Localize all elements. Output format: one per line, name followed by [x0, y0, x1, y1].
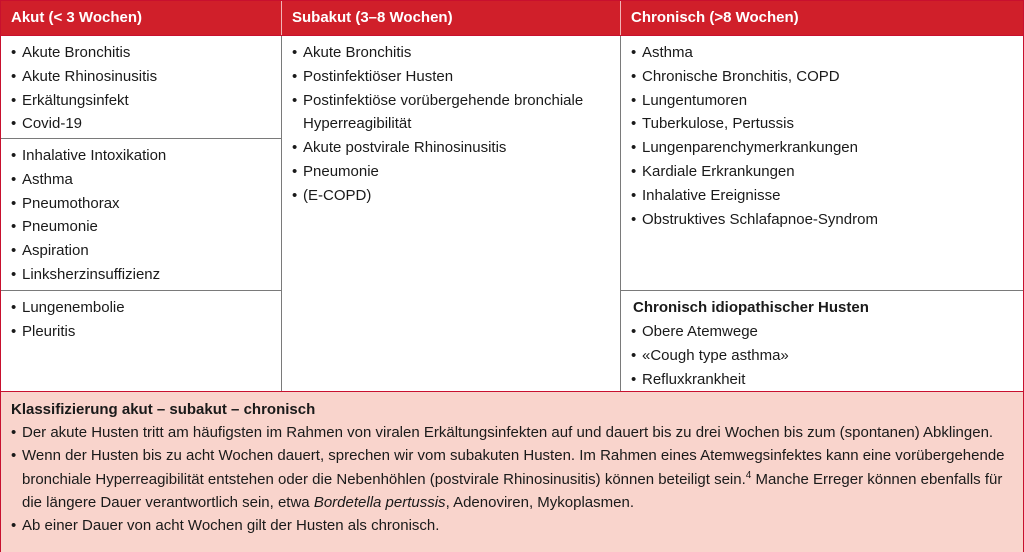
summary-title: Klassifizierung akut – subakut – chronisch [11, 401, 316, 418]
header-subacute: Subakut (3–8 Wochen) [281, 1, 620, 35]
summary-text: Manche Erreger können ebenfalls für die längere Dauer verantwortlich sein, etwa [22, 470, 1003, 511]
list-item: • Akute Bronchitis [11, 41, 275, 65]
idiopathic-title: Chronisch idiopathischer Husten [633, 299, 869, 316]
chronic-column [620, 36, 1023, 391]
acute-column [1, 36, 281, 391]
list-item: • Asthma [631, 41, 1017, 65]
list-item: • Lungentumoren [631, 89, 1017, 113]
summary-item-acute: • Der akute Husten tritt am häufigsten im Rahmen von viralen Erkältungsinfekten auf und dauert bis zu drei Wochen bis zum (spontanen) Abklingen. [11, 421, 1013, 444]
list-item: • Akute Bronchitis [292, 41, 614, 65]
acute-group-3 [1, 290, 281, 391]
list-item: • Obstruktives Schlafapnoe-Syndrom [631, 208, 1017, 232]
list-item: • Pleuritis [11, 320, 275, 344]
summary-item-subacute [11, 444, 1013, 514]
list-item: • Pneumothorax [11, 192, 275, 216]
header-acute: Akut (< 3 Wochen) [11, 9, 142, 26]
list-item: • Inhalative Ereignisse [631, 184, 1017, 208]
subacute-group [282, 36, 620, 391]
chronic-group [621, 36, 1023, 290]
list-item: • Erkältungsinfekt [11, 89, 275, 113]
summary-item-chronic: • Ab einer Dauer von acht Wochen gilt der Husten als chronisch. [11, 514, 1013, 537]
reference-superscript: 4 [745, 469, 752, 481]
list-item: • Linksherzinsuffizienz [11, 263, 275, 287]
idiopathic-group [621, 290, 1023, 391]
list-item: • Postinfektiöser Husten [292, 65, 614, 89]
summary-text: Wenn der Husten bis zu acht Wochen dauert, sprechen wir vom subakuten Husten. Im Rahmen eines Atemwegsinfektes kann eine vorübergehende bronchiale Hyperreagibilität entstehen oder die Nebenhöhlen (postvirale Rhinosinusitis) können beteiligt sein. [22, 447, 1005, 488]
summary-text: , Adenoviren, Mykoplasmen. [445, 493, 634, 511]
subacute-column [281, 36, 620, 391]
list-item: • (E-COPD) [292, 184, 614, 208]
list-item: • Lungenparenchymerkrankungen [631, 136, 1017, 160]
list-item: • Refluxkrankheit [631, 368, 1017, 392]
acute-group-1 [1, 36, 281, 138]
list-item: • Akute Rhinosinusitis [11, 65, 275, 89]
list-item: • Chronische Bronchitis, COPD [631, 65, 1017, 89]
list-item: • Asthma [11, 168, 275, 192]
table-body [1, 35, 1023, 391]
list-item: • Akute postvirale Rhinosinusitis [292, 136, 614, 160]
list-item: • Inhalative Intoxikation [11, 144, 275, 168]
header-chronic: Chronisch (>8 Wochen) [620, 1, 1023, 35]
pathogen-name: Bordetella pertussis [313, 493, 446, 511]
list-item: • Obere Atemwege [631, 320, 1017, 344]
list-item: • «Cough type asthma» [631, 344, 1017, 368]
list-item: • Tuberkulose, Pertussis [631, 112, 1017, 136]
table-header [1, 1, 1023, 35]
acute-group-2 [1, 138, 281, 290]
classification-summary [1, 391, 1023, 552]
list-item: • Pneumonie [11, 215, 275, 239]
list-item: • Kardiale Erkrankungen [631, 160, 1017, 184]
list-item: • Postinfektiöse vorübergehende bronchiale Hyperreagibilität [292, 89, 614, 137]
list-item: • Lungenembolie [11, 296, 275, 320]
list-item: • Aspiration [11, 239, 275, 263]
list-item: • Covid-19 [11, 112, 275, 136]
list-item: • Pneumonie [292, 160, 614, 184]
